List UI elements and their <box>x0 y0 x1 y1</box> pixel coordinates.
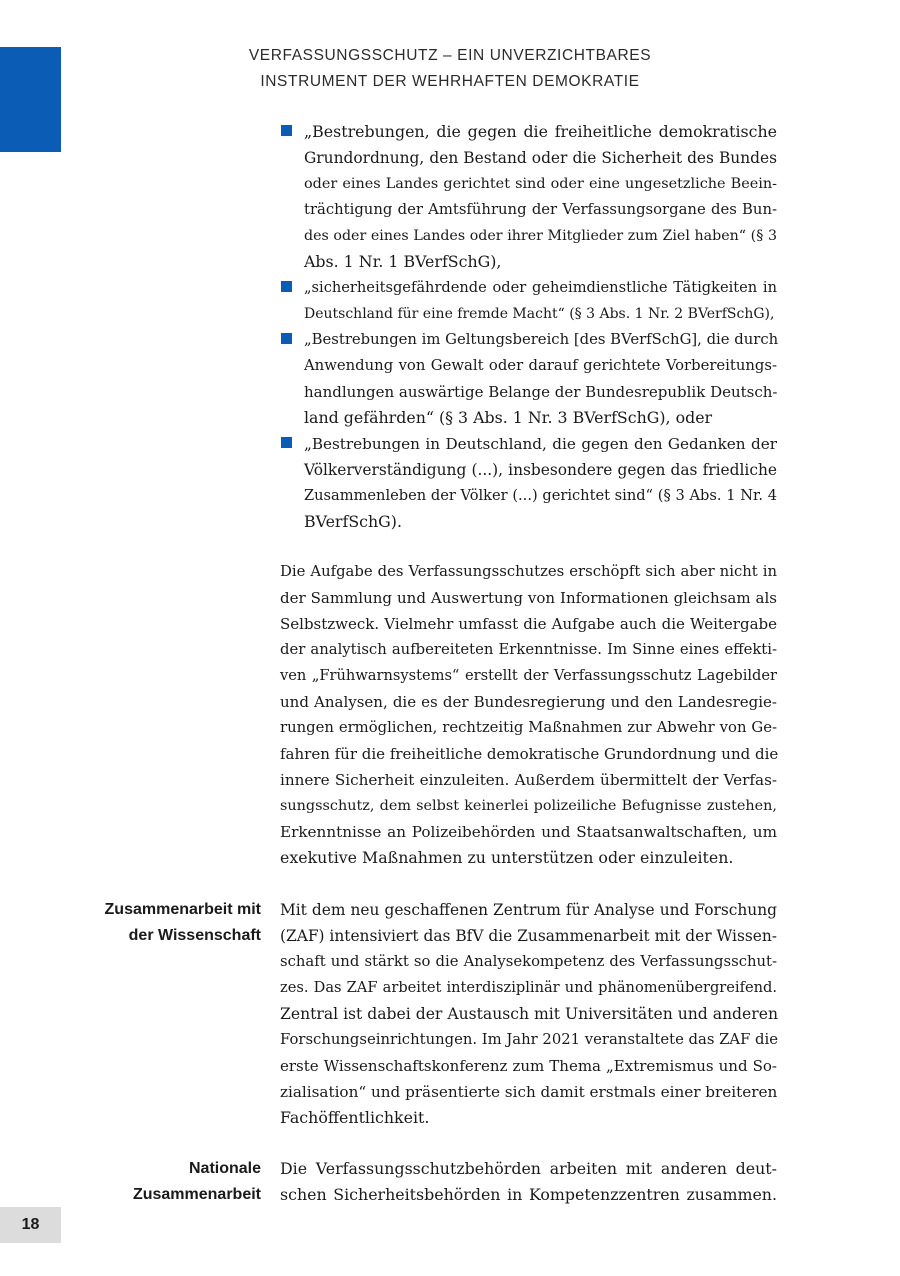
text-line: exekutive Maßnahmen zu unterstützen oder einzuleiten. <box>280 848 734 867</box>
text-line: „Bestrebungen in Deutschland, die gegen den Gedanken der <box>304 435 777 453</box>
side-heading-national <box>133 1156 261 1208</box>
text-line: und Analysen, die es der Bundesregierung und den Landesregie- <box>280 693 777 711</box>
running-header <box>0 43 900 95</box>
header-line-1: VERFASSUNGSSCHUTZ – EIN UNVERZICHTBARES <box>248 47 652 64</box>
text-line: „Bestrebungen im Geltungsbereich [des BVerfSchG], die durch <box>304 331 779 348</box>
text-line: Völkerverständigung (...), insbesondere gegen das friedliche <box>304 461 777 479</box>
side-heading-line: Zusammenarbeit mit <box>104 901 261 918</box>
text-line: schen Sicherheitsbehörden in Kompetenzzentren zusammen. <box>280 1185 777 1204</box>
text-line: Selbstzweck. Vielmehr umfasst die Aufgabe auch die Weitergabe <box>280 615 777 633</box>
bullet-list <box>279 119 777 535</box>
text-line: Die Verfassungsschutzbehörden arbeiten mit anderen deut- <box>280 1159 777 1178</box>
text-line: land gefährden“ (§ 3 Abs. 1 Nr. 3 BVerfSchG), oder <box>304 408 713 427</box>
text-line: zes. Das ZAF arbeitet interdisziplinär und phänomenübergreifend. <box>280 979 777 996</box>
text-line: schaft und stärkt so die Analysekompetenz des Verfassungsschut- <box>280 953 777 970</box>
text-line: Zentral ist dabei der Austausch mit Universitäten und anderen <box>280 1005 778 1023</box>
text-line: Anwendung von Gewalt oder darauf gerichtete Vorbereitungs- <box>304 357 777 374</box>
paragraph-national <box>280 1156 777 1208</box>
text-line: Abs. 1 Nr. 1 BVerfSchG), <box>304 252 502 271</box>
text-line: Erkenntnisse an Polizeibehörden und Staatsanwaltschaften, um <box>280 823 777 841</box>
list-item <box>279 275 777 327</box>
bullet-square-icon <box>281 125 292 136</box>
list-item <box>279 431 777 535</box>
text-line: handlungen auswärtige Belange der Bundesrepublik Deutsch- <box>304 383 778 401</box>
text-line: „Bestrebungen, die gegen die freiheitliche demokratische <box>304 122 777 141</box>
text-line: fahren für die freiheitliche demokratische Grundordnung und die <box>280 745 779 763</box>
text-line: „sicherheitsgefährdende oder geheimdienstliche Tätigkeiten in <box>304 279 777 296</box>
text-line: Deutschland für eine fremde Macht“ (§ 3 Abs. 1 Nr. 2 BVerfSchG), <box>304 306 775 322</box>
text-line: (ZAF) intensiviert das BfV die Zusammenarbeit mit der Wissen- <box>280 927 777 945</box>
text-line: innere Sicherheit einzuleiten. Außerdem übermittelt der Verfas- <box>280 771 777 789</box>
paragraph-task-description <box>280 559 777 871</box>
bullet-square-icon <box>281 437 292 448</box>
text-line: oder eines Landes gerichtet sind oder eine ungesetzliche Beein- <box>304 176 777 192</box>
list-item <box>279 327 777 431</box>
side-heading-line: der Wissenschaft <box>128 927 261 944</box>
text-line: der analytisch aufbereiteten Erkenntnisse. Im Sinne eines effekti- <box>280 641 777 658</box>
side-heading-science <box>105 897 261 949</box>
text-line: der Sammlung und Auswertung von Informationen gleichsam als <box>280 589 777 607</box>
text-line: Grundordnung, den Bestand oder die Sicherheit des Bundes <box>304 149 777 167</box>
text-line: des oder eines Landes oder ihrer Mitglieder zum Ziel haben“ (§ 3 <box>304 228 777 244</box>
bullet-square-icon <box>281 281 292 292</box>
text-line: Zusammenleben der Völker (...) gerichtet sind“ (§ 3 Abs. 1 Nr. 4 <box>304 487 777 504</box>
text-line: BVerfSchG). <box>304 512 402 531</box>
text-line: trächtigung der Amtsführung der Verfassungsorgane des Bun- <box>304 201 777 218</box>
text-line: sungsschutz, dem selbst keinerlei polizeiliche Befugnisse zustehen, <box>280 798 777 814</box>
page-number: 18 <box>0 1207 61 1243</box>
header-line-2: INSTRUMENT DER WEHRHAFTEN DEMOKRATIE <box>260 73 640 90</box>
text-line: Forschungseinrichtungen. Im Jahr 2021 veranstaltete das ZAF die <box>280 1031 779 1048</box>
side-heading-line: Zusammenarbeit <box>132 1186 261 1203</box>
paragraph-science <box>280 897 777 1131</box>
text-line: Die Aufgabe des Verfassungsschutzes erschöpft sich aber nicht in <box>280 563 777 580</box>
text-line: rungen ermöglichen, rechtzeitig Maßnahmen zur Abwehr von Ge- <box>280 719 777 736</box>
text-line: Mit dem neu geschaffenen Zentrum für Analyse und Forschung <box>280 901 777 919</box>
text-line: zialisation“ und präsentierte sich damit erstmals einer breiteren <box>280 1083 778 1101</box>
text-line: erste Wissenschaftskonferenz zum Thema „Extremismus und So- <box>280 1057 777 1075</box>
list-item <box>279 119 777 275</box>
bullet-square-icon <box>281 333 292 344</box>
text-line: ven „Frühwarnsystems“ erstellt der Verfassungsschutz Lagebilder <box>280 667 777 684</box>
text-line: Fachöffentlichkeit. <box>280 1108 430 1127</box>
side-heading-line: Nationale <box>188 1160 261 1177</box>
